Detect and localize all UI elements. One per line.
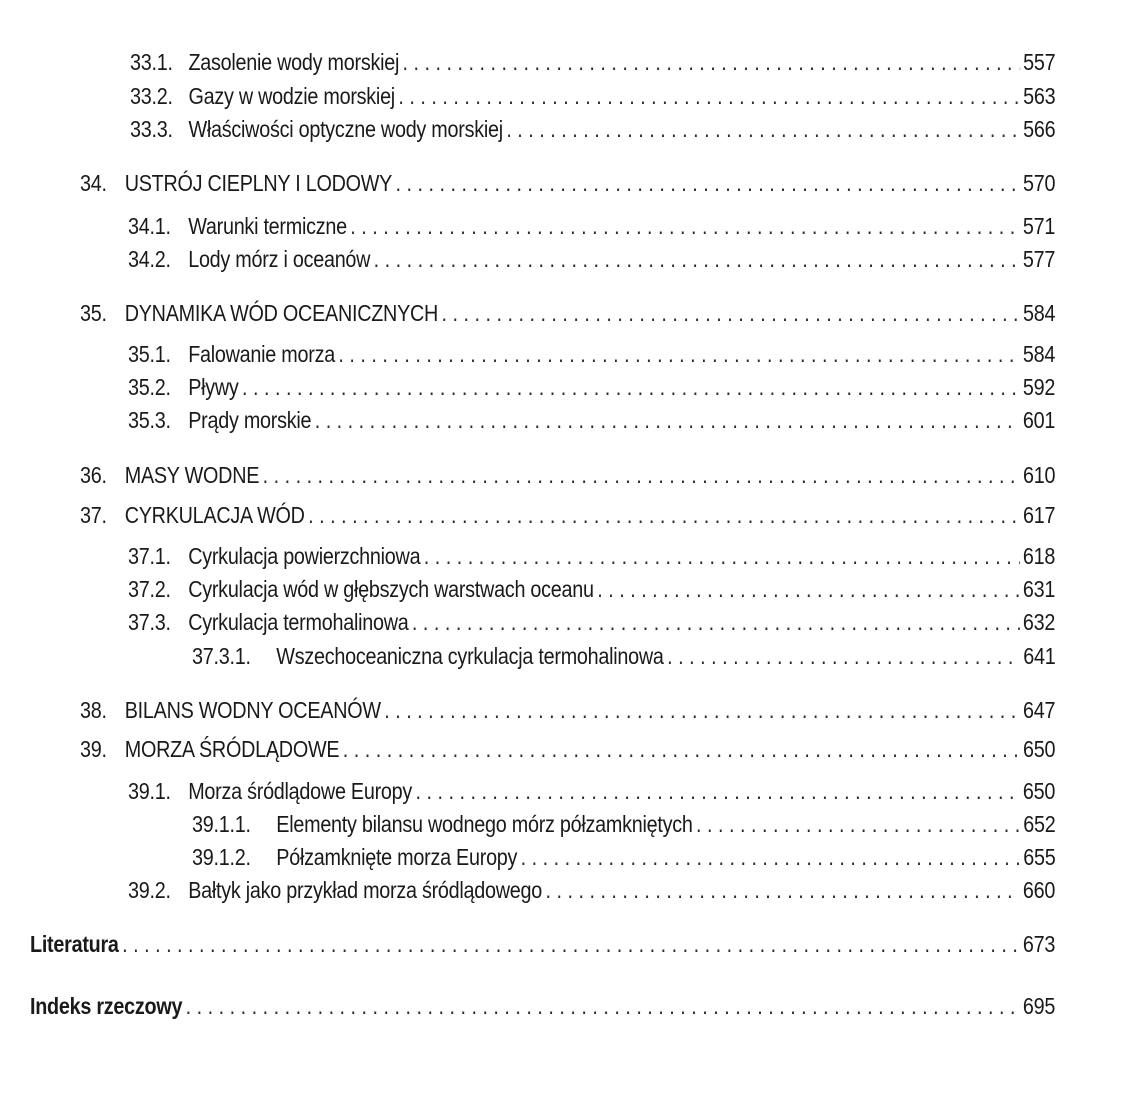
leader-dots <box>696 808 1020 840</box>
toc-entry-number: 39. <box>80 736 107 762</box>
toc-entry-title: Półzamknięte morza Europy <box>276 844 518 870</box>
toc-entry-number: 37.1. <box>128 543 171 569</box>
toc-entry-number: 33.3. <box>130 116 173 142</box>
toc-entry-title: Elementy bilansu wodnego mórz półzamkniętych <box>276 811 693 837</box>
leader-dots <box>122 928 1019 960</box>
toc-entry <box>128 371 1055 403</box>
toc-entry <box>128 338 1055 370</box>
toc-entry-page: 618 <box>1022 543 1056 569</box>
toc-subentry <box>192 640 1055 672</box>
toc-entry-number: 39.1.1. <box>192 811 251 837</box>
toc-entry <box>128 210 1055 242</box>
toc-subentry <box>192 808 1055 840</box>
toc-entry <box>130 80 1055 112</box>
toc-entry-title: Cyrkulacja termohalinowa <box>188 609 409 635</box>
leader-dots <box>242 371 1019 403</box>
leader-dots <box>374 243 1020 275</box>
toc-chapter <box>80 167 1055 199</box>
toc-entry-page: 610 <box>1023 462 1056 488</box>
toc-entry-page: 673 <box>1022 931 1056 957</box>
toc-entry-page: 584 <box>1023 300 1056 326</box>
toc-entry-number: 34.1. <box>128 213 171 239</box>
toc-literature <box>30 928 1055 960</box>
toc-entry-number: 36. <box>80 462 107 488</box>
toc-entry <box>128 573 1055 605</box>
toc-chapter <box>80 733 1055 765</box>
leader-dots <box>412 606 1019 638</box>
leader-dots <box>506 113 1019 145</box>
toc-entry-number: 39.2. <box>128 877 171 903</box>
toc-entry-page: 601 <box>1022 407 1056 433</box>
leader-dots <box>396 167 1020 199</box>
toc-entry <box>128 404 1055 436</box>
leader-dots <box>442 297 1020 329</box>
toc-entry-title: Cyrkulacja wód w głębszych warstwach oceanu <box>188 576 594 602</box>
toc-entry-page: 592 <box>1022 374 1056 400</box>
toc-entry-title: CYRKULACJA WÓD <box>124 502 305 528</box>
toc-entry-page: 571 <box>1022 213 1056 239</box>
toc-entry-title: Lody mórz i oceanów <box>188 246 371 272</box>
leader-dots <box>424 540 1020 572</box>
leader-dots <box>350 210 1019 242</box>
toc-chapter <box>80 459 1055 491</box>
toc-entry-page: 655 <box>1023 844 1056 870</box>
toc-entry-number: 33.2. <box>130 83 173 109</box>
toc-entry-title: Prądy morskie <box>188 407 312 433</box>
toc-entry <box>128 606 1055 638</box>
toc-entry-number: 37.3.1. <box>192 643 251 669</box>
toc-entry-number: 35.1. <box>128 341 171 367</box>
toc-entry-page: 632 <box>1022 609 1056 635</box>
toc-entry-title: Bałtyk jako przykład morza śródlądowego <box>188 877 543 903</box>
toc-entry-title: Cyrkulacja powierzchniowa <box>188 543 421 569</box>
toc-entry-title: MASY WODNE <box>124 462 260 488</box>
toc-subentry <box>192 841 1055 873</box>
toc-entry-number: 35. <box>80 300 107 326</box>
toc-entry-title: Właściwości optyczne wody morskiej <box>188 116 503 142</box>
leader-dots <box>597 573 1019 605</box>
toc-entry-page: 557 <box>1023 49 1056 75</box>
toc-entry-page: 563 <box>1023 83 1056 109</box>
toc-entry-page: 660 <box>1022 877 1056 903</box>
leader-dots <box>521 841 1020 873</box>
toc-chapter <box>80 297 1055 329</box>
leader-dots <box>415 775 1019 807</box>
toc-entry-title: DYNAMIKA WÓD OCEANICZNYCH <box>124 300 439 326</box>
toc-entry-page: 641 <box>1023 643 1056 669</box>
toc-entry-number: 34.2. <box>128 246 171 272</box>
toc-entry-title: USTRÓJ CIEPLNY I LODOWY <box>124 170 393 196</box>
toc-entry-title: Falowanie morza <box>188 341 335 367</box>
toc-entry-page: 566 <box>1023 116 1056 142</box>
toc-entry-title: Literatura <box>30 931 119 957</box>
leader-dots <box>186 990 1020 1022</box>
toc-entry-page: 570 <box>1023 170 1056 196</box>
toc-chapter <box>80 694 1055 726</box>
leader-dots <box>315 404 1020 436</box>
toc-entry-number: 35.3. <box>128 407 171 433</box>
toc-entry-page: 652 <box>1023 811 1056 837</box>
toc-entry <box>128 775 1055 807</box>
toc-entry-page: 647 <box>1023 697 1056 723</box>
toc-entry-page: 695 <box>1022 993 1056 1019</box>
toc-entry-page: 631 <box>1022 576 1056 602</box>
toc-entry-number: 34. <box>80 170 107 196</box>
leader-dots <box>343 733 1020 765</box>
leader-dots <box>384 694 1019 726</box>
toc-entry-title: Gazy w wodzie morskiej <box>188 83 395 109</box>
toc-entry-title: Wszechoceaniczna cyrkulacja termohalinowa <box>276 643 664 669</box>
toc-index <box>30 990 1055 1022</box>
toc-entry-page: 577 <box>1022 246 1056 272</box>
toc-entry <box>128 243 1055 275</box>
toc-chapter <box>80 499 1055 531</box>
toc-entry-title: Morza śródlądowe Europy <box>188 778 413 804</box>
toc-entry-page: 650 <box>1023 736 1056 762</box>
toc-entry <box>130 113 1055 145</box>
leader-dots <box>403 46 1020 78</box>
leader-dots <box>667 640 1020 672</box>
leader-dots <box>308 499 1019 531</box>
leader-dots <box>398 80 1019 112</box>
leader-dots <box>338 338 1019 370</box>
toc-entry <box>130 46 1055 78</box>
toc-entry-number: 33.1. <box>130 49 173 75</box>
toc-entry-page: 617 <box>1023 502 1056 528</box>
toc-entry-number: 39.1.2. <box>192 844 251 870</box>
toc-entry-title: Zasolenie wody morskiej <box>188 49 400 75</box>
toc-entry-title: Indeks rzeczowy <box>30 993 183 1019</box>
toc-entry-number: 37.3. <box>128 609 171 635</box>
toc-entry-title: Warunki termiczne <box>188 213 347 239</box>
toc-entry-page: 650 <box>1022 778 1056 804</box>
toc-entry <box>128 874 1055 906</box>
leader-dots <box>545 874 1019 906</box>
toc-entry-title: BILANS WODNY OCEANÓW <box>124 697 381 723</box>
toc-entry-title: Pływy <box>188 374 239 400</box>
toc-entry-number: 37. <box>80 502 107 528</box>
toc-entry-title: MORZA ŚRÓDLĄDOWE <box>124 736 340 762</box>
toc-entry-number: 35.2. <box>128 374 171 400</box>
toc-entry-page: 584 <box>1022 341 1056 367</box>
leader-dots <box>263 459 1020 491</box>
toc-entry <box>128 540 1055 572</box>
toc-entry-number: 39.1. <box>128 778 171 804</box>
toc-entry-number: 37.2. <box>128 576 171 602</box>
toc-entry-number: 38. <box>80 697 107 723</box>
